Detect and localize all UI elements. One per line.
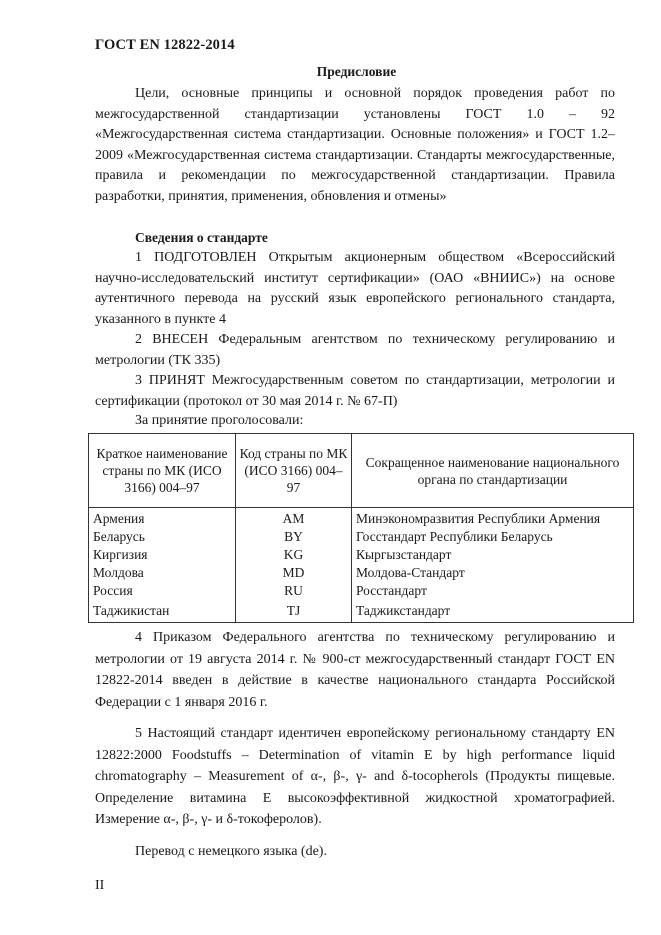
standard-info-section bbox=[95, 248, 615, 412]
country-name: Молдова bbox=[89, 564, 236, 582]
info-item-adopted: 3 ПРИНЯТ Межгосударственным советом по стандартизации, метрологии и сертификации (протокол от 30 мая 2014 г. № 67-П) bbox=[95, 373, 615, 409]
country-name: Россия bbox=[89, 582, 236, 600]
country-name: Таджикистан bbox=[89, 600, 236, 623]
table-row bbox=[89, 546, 634, 564]
info-item-enacted: 4 Приказом Федерального агентства по техническому регулированию и метрологии от 19 августа 2014 г. № 900-ст межгосударственный стандарт ГОСТ EN 12822-2014 введен в действие в качестве национального стандарта Российской Федерации с 1 января 2016 г. bbox=[95, 630, 615, 710]
standard-info-title: Сведения о стандарте bbox=[135, 230, 268, 245]
country-code: BY bbox=[236, 528, 352, 546]
header-national-body: Сокращенное наименование национального органа по стандартизации bbox=[352, 434, 634, 508]
table-row bbox=[89, 508, 634, 529]
foreword-title: Предисловие bbox=[316, 64, 397, 79]
country-code: MD bbox=[236, 564, 352, 582]
national-body: Росстандарт bbox=[352, 582, 634, 600]
table-row bbox=[89, 600, 634, 623]
foreword-section bbox=[95, 84, 615, 207]
foreword-paragraph: Цели, основные принципы и основной порядок проведения работ по межгосударственной стандартизации установлены ГОСТ 1.0 – 92 «Межгосударственная система стандартизации. Основные положения» и ГОСТ 1.2–2009 «Межгосударственная система стандартизации. Стандарты межгосударственные, правила и рекомендации по межгосударственной стандартизации. Правила разработки, принятия, применения, обновления и отмены» bbox=[95, 86, 615, 204]
info-item-introduced: 2 ВНЕСЕН Федеральным агентством по техническому регулированию и метрологии (ТК 335) bbox=[95, 332, 615, 368]
table-row bbox=[89, 528, 634, 546]
table-row bbox=[89, 564, 634, 582]
header-country-name: Краткое наименование страны по МК (ИСО 3166) 004–97 bbox=[89, 434, 236, 508]
info-item-identical: 5 Настоящий стандарт идентичен европейскому региональному стандарту EN 12822:2000 Foodstuffs – Determination of vitamin E by high performance liquid chromatography – Measurement of α-, β-, γ- and δ-tocopherols (Продукты пищевые. Определение витамина E высокоэффективной жидкостной хроматографией. Измерение α-, β-, γ- и δ-токоферолов). bbox=[95, 726, 615, 827]
national-body: Молдова-Стандарт bbox=[352, 564, 634, 582]
country-name: Киргизия bbox=[89, 546, 236, 564]
national-body: Минэкономразвития Республики Армения bbox=[352, 508, 634, 529]
country-code: RU bbox=[236, 582, 352, 600]
country-name: Армения bbox=[89, 508, 236, 529]
country-code: TJ bbox=[236, 600, 352, 623]
national-body: Кыргызстандарт bbox=[352, 546, 634, 564]
national-body: Таджикстандарт bbox=[352, 600, 634, 623]
table-header-row bbox=[89, 434, 634, 508]
voting-states-table bbox=[88, 433, 634, 623]
table-row bbox=[89, 582, 634, 600]
national-body: Госстандарт Республики Беларусь bbox=[352, 528, 634, 546]
country-name: Беларусь bbox=[89, 528, 236, 546]
country-code: KG bbox=[236, 546, 352, 564]
translation-note: Перевод с немецкого языка (de). bbox=[135, 843, 327, 859]
header-country-code: Код страны по МК (ИСО 3166) 004–97 bbox=[236, 434, 352, 508]
voted-label: За принятие проголосовали: bbox=[135, 413, 304, 428]
document-code-header: ГОСТ EN 12822-2014 bbox=[95, 37, 235, 53]
country-code: AM bbox=[236, 508, 352, 529]
remaining-info-section bbox=[95, 627, 615, 862]
info-item-prepared: 1 ПОДГОТОВЛЕН Открытым акционерным обществом «Всероссийский научно-исследовательский институт сертификации» (ОАО «ВНИИС») на основе аутентичного перевода на русский язык европейского регионального стандарта, указанного в пункте 4 bbox=[95, 250, 615, 327]
page-number: II bbox=[95, 878, 105, 893]
